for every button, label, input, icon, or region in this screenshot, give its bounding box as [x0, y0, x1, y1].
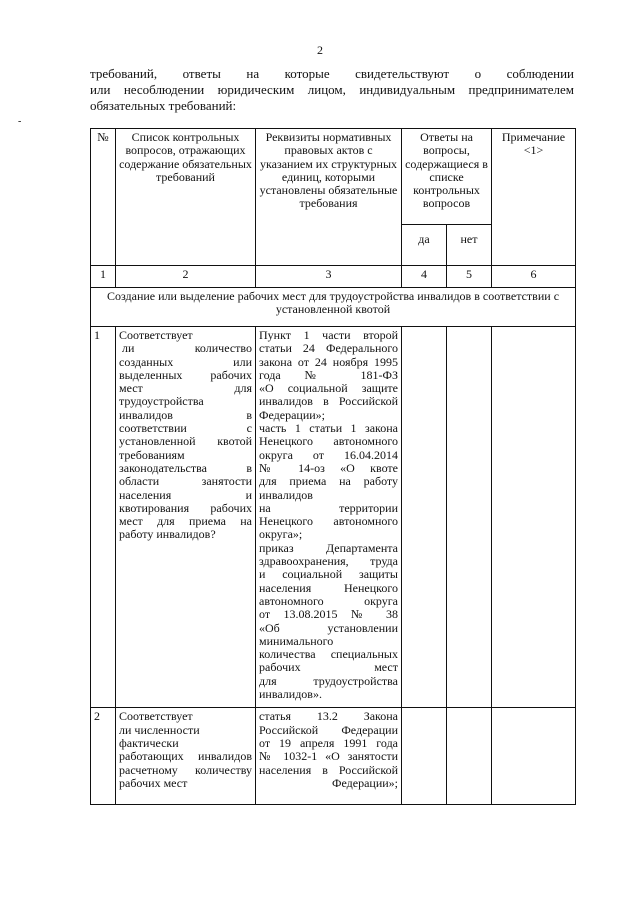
- act-line: Российской Федерации: [259, 722, 398, 737]
- section-title: Создание или выделение рабочих мест для трудоустройства инвалидов в соответствии с установленной квотой: [91, 288, 576, 327]
- act-line: и социальной защиты: [259, 567, 398, 582]
- question-line: установленной квотой: [119, 434, 252, 449]
- table-row: [91, 327, 576, 708]
- intro-line: требований, ответы на которые свидетельствуют о соблюдении: [90, 66, 574, 81]
- act-line: минимального: [259, 633, 334, 648]
- question-line: расчетному количеству: [119, 762, 252, 777]
- act-line: «Об установлении: [259, 620, 398, 635]
- question-line: квотирования рабочих: [119, 500, 252, 515]
- question-line: фактически: [119, 735, 179, 750]
- act-line: № 1032-1 «О занятости: [259, 749, 398, 764]
- act-line: приказ Департамента: [259, 540, 398, 555]
- act-line: для трудоустройства: [259, 673, 398, 688]
- act-line: округа от 16.04.2014: [259, 447, 398, 462]
- act-line: Федерации»;: [259, 407, 326, 422]
- act-line: статьи 24 Федерального: [259, 341, 398, 356]
- column-number-row: [91, 266, 576, 288]
- act-line: населения Ненецкого: [259, 580, 398, 595]
- header-answers: Ответы на вопросы, содержащиеся в списке контрольных вопросов: [402, 129, 492, 225]
- question-line: ли количество: [122, 341, 252, 356]
- header-no: нет: [447, 224, 492, 265]
- column-number: 1: [91, 266, 116, 288]
- column-number: 3: [256, 266, 402, 288]
- act-line: года № 181-ФЗ: [259, 367, 398, 382]
- acts-cell: [256, 327, 402, 708]
- note-cell[interactable]: [492, 708, 576, 805]
- question-line: мест для приема на: [119, 514, 252, 529]
- act-line: инвалидов: [259, 487, 313, 502]
- question-line: соответствии с: [119, 421, 252, 436]
- question-line: населения и: [119, 487, 252, 502]
- act-line: для приема на работу: [259, 474, 398, 489]
- act-line: статья 13.2 Закона: [259, 709, 398, 724]
- question-line: области занятости: [119, 474, 252, 489]
- question-line: работающих инвалидов: [119, 749, 252, 764]
- question-line: требованиям: [119, 447, 185, 462]
- answer-yes-cell[interactable]: [402, 327, 447, 708]
- column-number: 4: [402, 266, 447, 288]
- intro-line: обязательных требований:: [90, 98, 237, 113]
- intro-line: или несоблюдении юридическим лицом, индивидуальным предпринимателем: [90, 82, 574, 97]
- row-number: 1: [91, 327, 116, 708]
- act-line: округа»;: [259, 527, 303, 542]
- act-line: № 14-оз «О квоте: [259, 460, 398, 475]
- column-number: 2: [116, 266, 256, 288]
- question-line: трудоустройства: [119, 394, 204, 409]
- header-yes: да: [402, 224, 447, 265]
- header-num: №: [91, 129, 116, 266]
- act-line: инвалидов в Российской: [259, 394, 398, 409]
- question-line: работу инвалидов?: [119, 527, 216, 542]
- act-line: на территории: [259, 500, 398, 515]
- note-cell[interactable]: [492, 327, 576, 708]
- acts-cell: [256, 708, 402, 805]
- act-line: Федерации»;: [331, 775, 398, 790]
- header-questions: Список контрольных вопросов, отражающих содержание обязательных требований: [116, 129, 256, 266]
- answer-no-cell[interactable]: [447, 327, 492, 708]
- act-line: часть 1 статьи 1 закона: [259, 421, 398, 436]
- section-row: [91, 288, 576, 327]
- question-line: рабочих мест: [119, 775, 188, 790]
- act-line: Пункт 1 части второй: [259, 328, 398, 342]
- question-line: ли численности: [119, 722, 200, 737]
- header-row: [91, 129, 576, 225]
- act-line: инвалидов».: [259, 687, 322, 702]
- intro-paragraph: [90, 66, 574, 114]
- act-line: от 19 апреля 1991 года: [259, 735, 398, 750]
- answer-no-cell[interactable]: [447, 708, 492, 805]
- act-line: закона от 24 ноября 1995: [259, 354, 398, 369]
- header-note: Примечание <1>: [492, 129, 576, 266]
- act-line: рабочих мест: [259, 660, 398, 675]
- question-line: Соответствует: [119, 328, 193, 342]
- column-number: 5: [447, 266, 492, 288]
- act-line: от 13.08.2015 № 38: [259, 607, 398, 622]
- question-line: мест для: [119, 381, 252, 396]
- act-line: Ненецкого автономного: [259, 514, 398, 529]
- page-number: 2: [317, 43, 323, 57]
- question-line: созданных или: [119, 354, 252, 369]
- answer-yes-cell[interactable]: [402, 708, 447, 805]
- act-line: «О социальной защите: [259, 381, 398, 396]
- header-acts: Реквизиты нормативных правовых актов с указанием их структурных единиц, которыми установлены обязательные требования: [256, 129, 402, 266]
- question-line: Соответствует: [119, 709, 193, 724]
- column-number: 6: [492, 266, 576, 288]
- checklist-table: [90, 128, 576, 805]
- margin-mark: -: [18, 116, 22, 127]
- act-line: здравоохранения, труда: [259, 554, 398, 569]
- question-line: выделенных рабочих: [119, 367, 252, 382]
- question-cell: [116, 327, 256, 708]
- question-line: инвалидов в: [119, 407, 252, 422]
- table-row: [91, 708, 576, 805]
- row-number: 2: [91, 708, 116, 805]
- act-line: населения в Российской: [259, 762, 398, 777]
- question-cell: [116, 708, 256, 805]
- question-line: законодательства в: [119, 460, 252, 475]
- act-line: автономного округа: [259, 593, 398, 608]
- act-line: количества специальных: [259, 647, 398, 662]
- act-line: Ненецкого автономного: [259, 434, 398, 449]
